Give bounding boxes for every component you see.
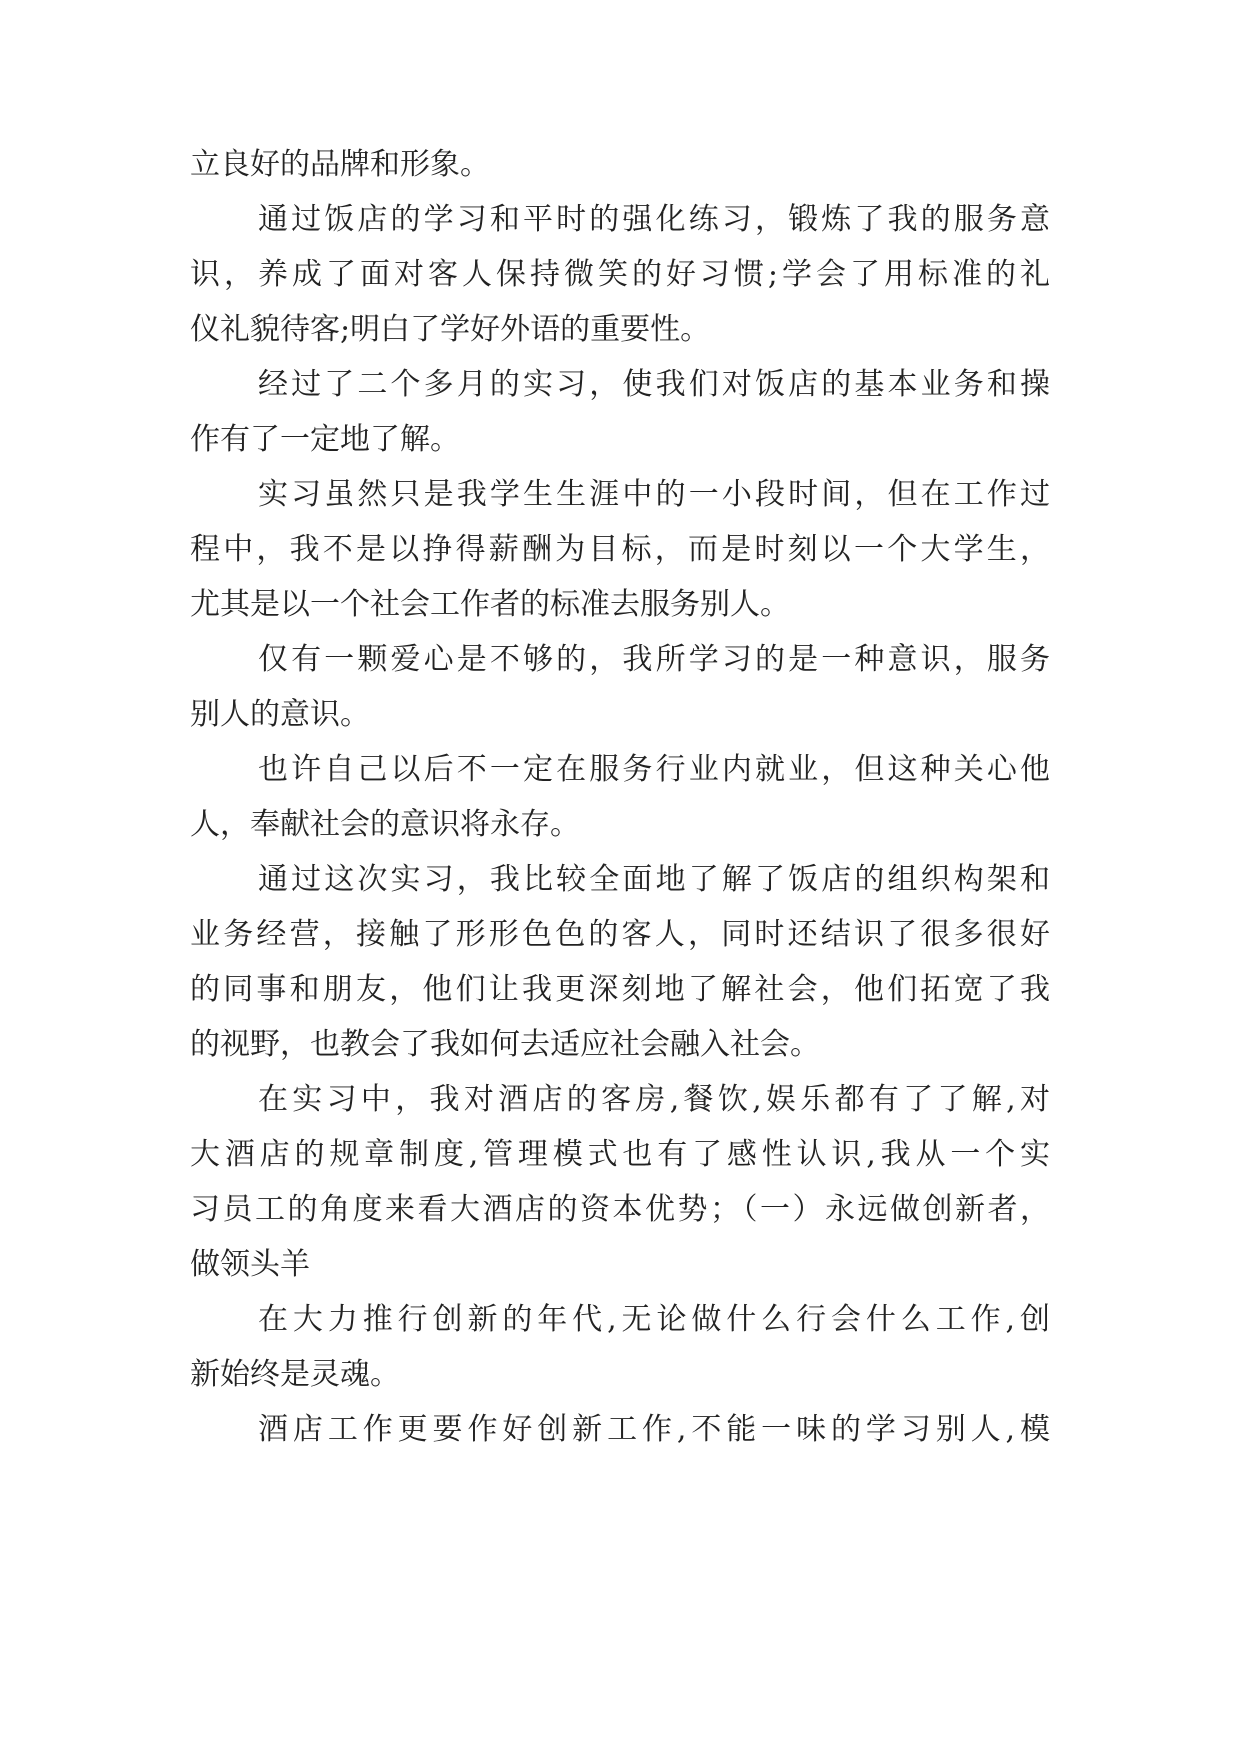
text-line: 的视野，也教会了我如何去适应社会融入社会。: [190, 1027, 820, 1062]
text-line: 大酒店的规章制度,管理模式也有了感性认识,我从一个实: [190, 1137, 1050, 1172]
text-line: 识，养成了面对客人保持微笑的好习惯;学会了用标准的礼: [190, 257, 1050, 292]
text-line: 经过了二个多月的实习，使我们对饭店的基本业务和操: [258, 367, 1050, 402]
text-line: 实习虽然只是我学生生涯中的一小段时间，但在工作过: [258, 477, 1050, 512]
text-line: 通过这次实习，我比较全面地了解了饭店的组织构架和: [258, 862, 1050, 897]
text-line: 程中，我不是以挣得薪酬为目标，而是时刻以一个大学生，: [190, 532, 1050, 567]
text-line: 作有了一定地了解。: [190, 422, 460, 457]
text-line: 在实习中，我对酒店的客房,餐饮,娱乐都有了了解,对: [258, 1082, 1050, 1117]
text-line: 做领头羊: [190, 1247, 310, 1282]
text-line: 通过饭店的学习和平时的强化练习，锻炼了我的服务意: [258, 202, 1050, 237]
text-line: 的同事和朋友，他们让我更深刻地了解社会，他们拓宽了我: [190, 972, 1050, 1007]
text-line: 别人的意识。: [190, 697, 370, 732]
text-line: 仪礼貌待客;明白了学好外语的重要性。: [190, 312, 711, 347]
text-line: 习员工的角度来看大酒店的资本优势；（一）永远做创新者，: [190, 1192, 1050, 1227]
text-line: 尤其是以一个社会工作者的标准去服务别人。: [190, 587, 790, 622]
text-line: 立良好的品牌和形象。: [190, 147, 490, 182]
text-line: 新始终是灵魂。: [190, 1357, 400, 1392]
text-line: 仅有一颗爱心是不够的，我所学习的是一种意识，服务: [258, 642, 1050, 677]
text-line: 也许自己以后不一定在服务行业内就业，但这种关心他: [258, 752, 1050, 787]
text-line: 酒店工作更要作好创新工作,不能一味的学习别人,模: [258, 1412, 1050, 1447]
text-line: 人，奉献社会的意识将永存。: [190, 807, 580, 842]
text-line: 业务经营，接触了形形色色的客人，同时还结识了很多很好: [190, 917, 1050, 952]
text-line: 在大力推行创新的年代,无论做什么行会什么工作,创: [258, 1302, 1050, 1337]
